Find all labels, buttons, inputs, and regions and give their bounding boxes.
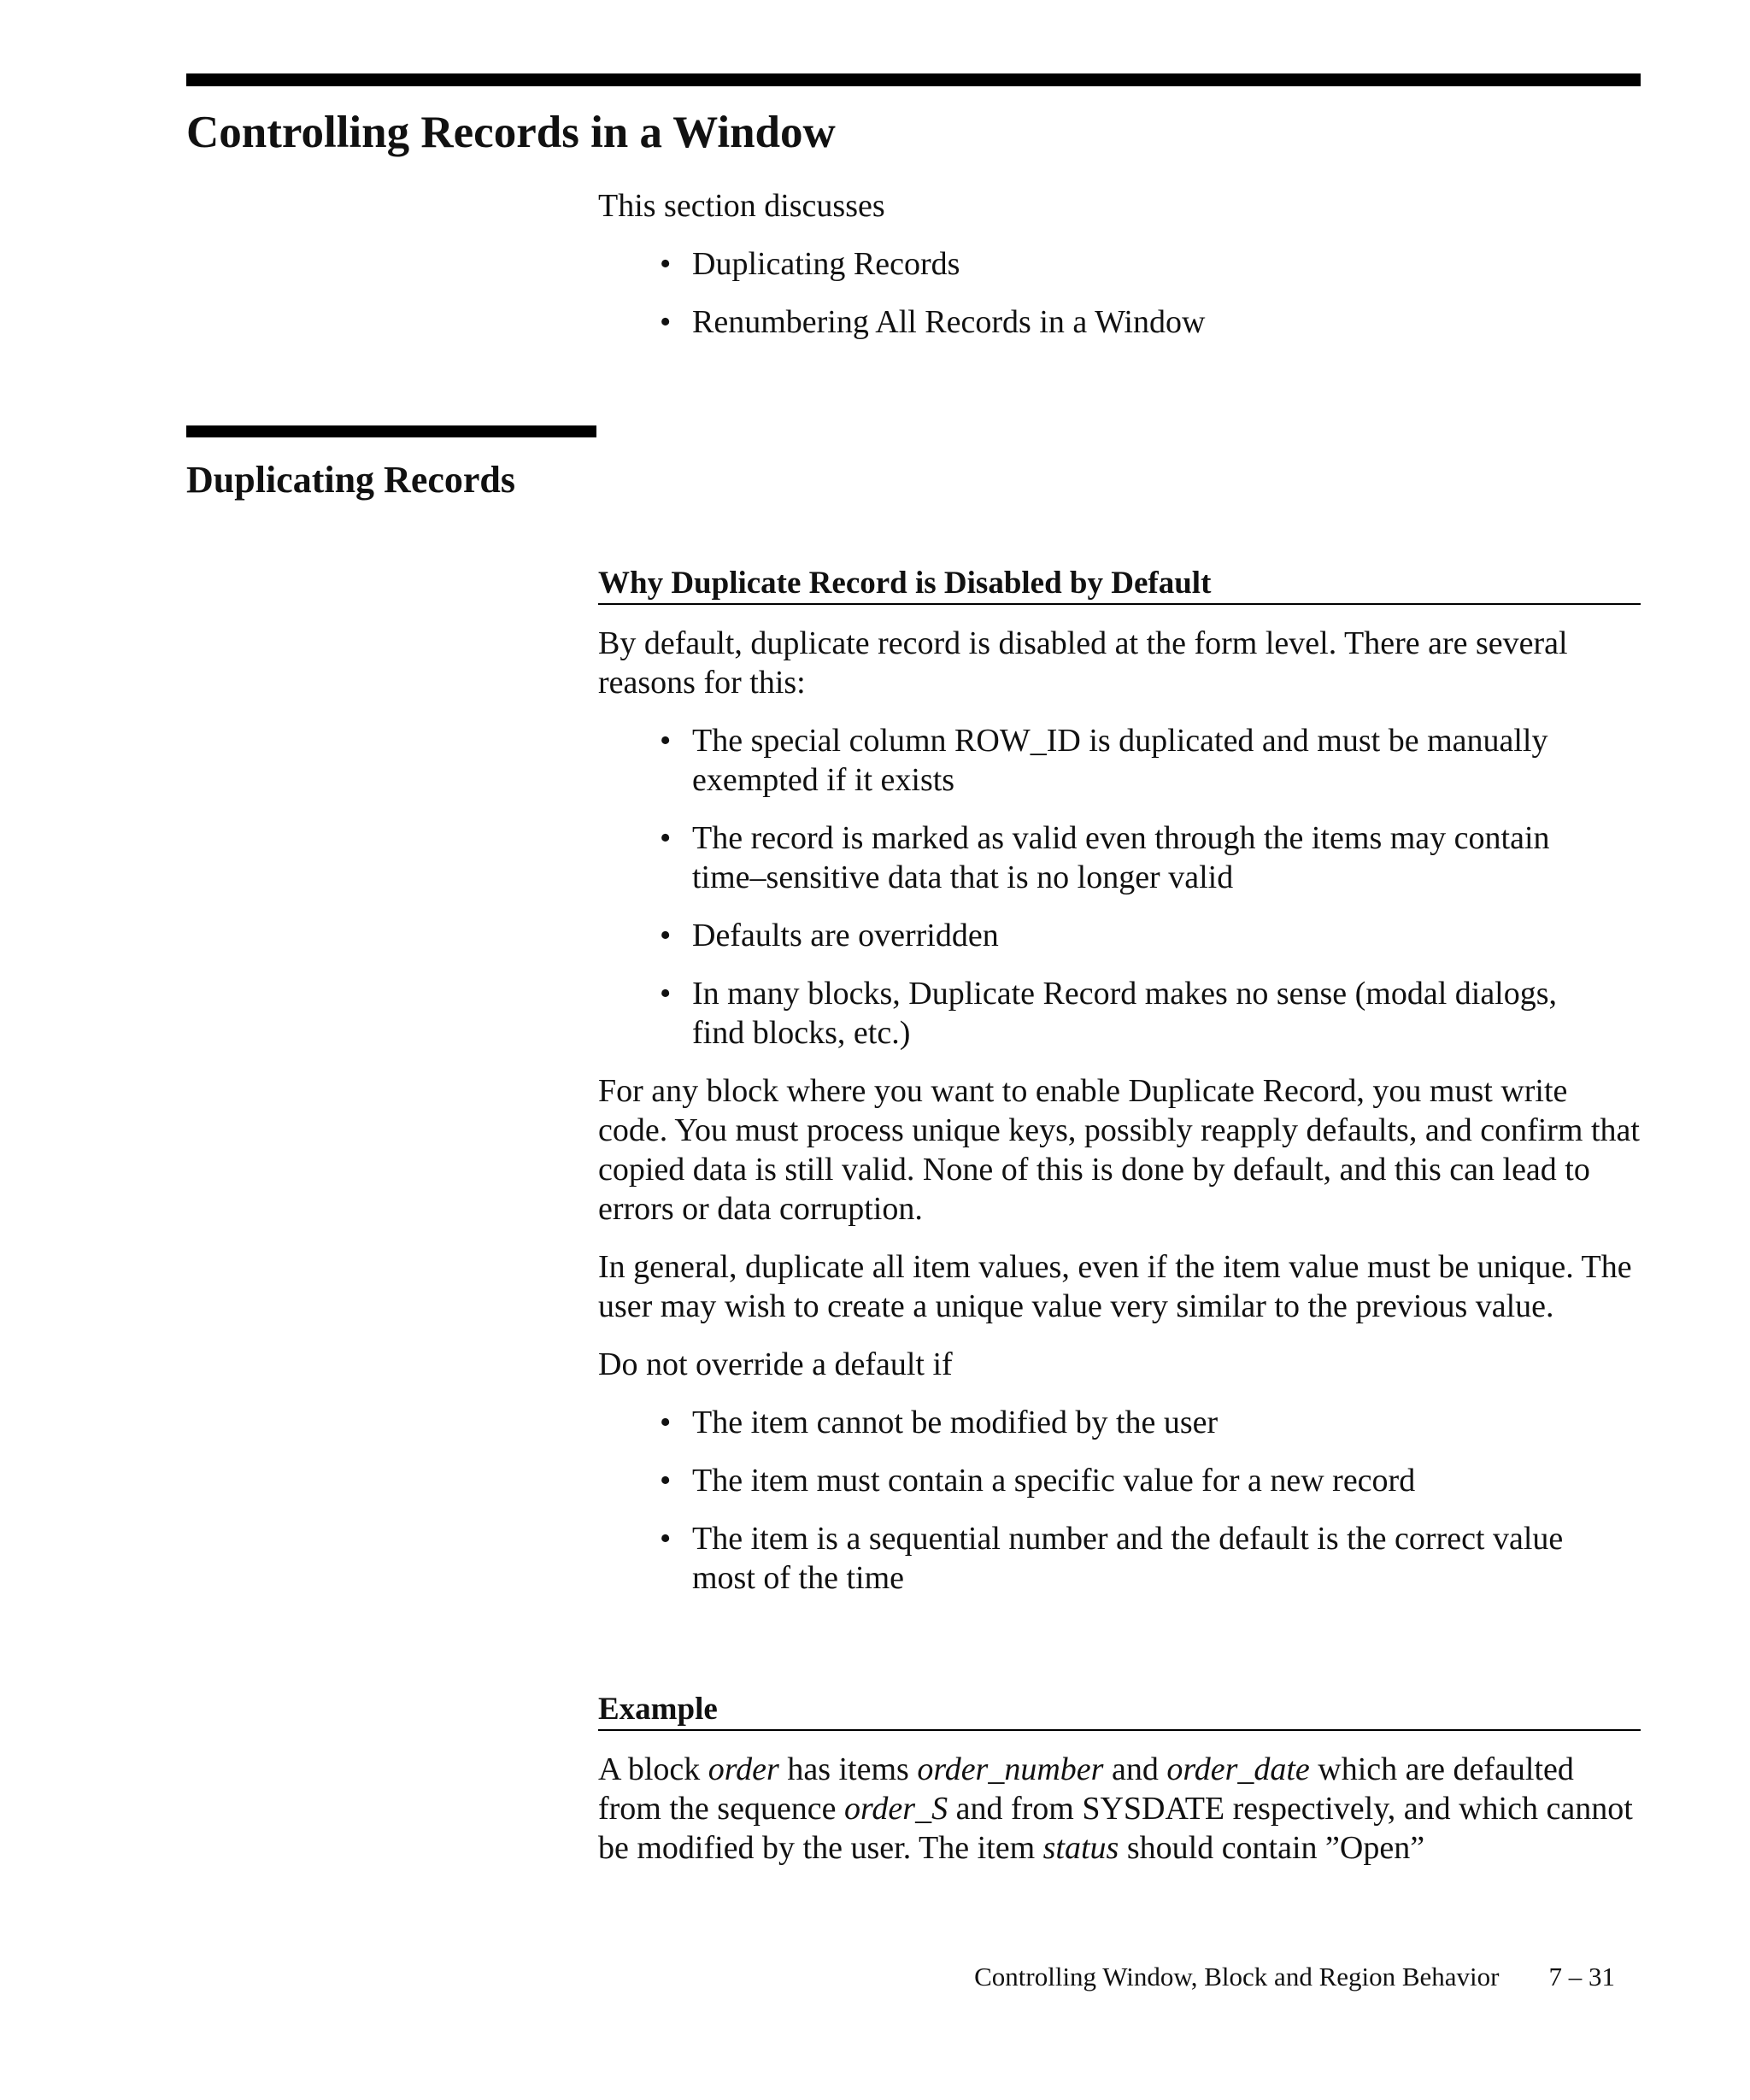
- list-item: [598, 916, 1641, 955]
- example-heading: Example: [598, 1690, 1641, 1731]
- bullet-icon: •: [660, 246, 672, 282]
- example-text: should contain ”Open”: [1119, 1830, 1425, 1866]
- condition-text: The item cannot be modified by the user: [692, 1405, 1219, 1440]
- section-title: Controlling Records in a Window: [186, 108, 836, 157]
- subsection-title: Duplicating Records: [186, 459, 515, 501]
- bullet-icon: •: [660, 976, 672, 1012]
- bullet-icon: •: [660, 1521, 672, 1557]
- bullet-icon: •: [660, 1463, 672, 1499]
- why-disabled-heading: Why Duplicate Record is Disabled by Default: [598, 564, 1641, 605]
- enable-duplicate-paragraph: For any block where you want to enable Duplicate Record, you must write code. You must process unique keys, possibly reapply defaults, and confirm that copied data is still valid. None of this is done by default, and this can lead to errors or data corruption.: [598, 1073, 1640, 1227]
- condition-text: The item must contain a specific value for a new record: [692, 1463, 1416, 1499]
- example-item-name: order_date: [1166, 1751, 1310, 1787]
- example-text: and: [1103, 1751, 1167, 1787]
- bullet-icon: •: [660, 723, 672, 759]
- reason-text: The special column ROW_ID is duplicated and must be manually exempted if it exists: [692, 723, 1548, 798]
- bullet-icon: •: [660, 820, 672, 856]
- example-text: A block: [598, 1751, 708, 1787]
- list-item: [598, 1519, 1641, 1598]
- example-item-name: order_number: [917, 1751, 1104, 1787]
- section-intro: This section discusses: [598, 188, 885, 224]
- list-item: [598, 244, 1641, 284]
- reason-text: Defaults are overridden: [692, 918, 999, 953]
- list-item: [598, 818, 1641, 897]
- list-item: [598, 974, 1641, 1053]
- page-number: 7 – 31: [1548, 1962, 1615, 1991]
- example-text: which are defaulted from the sequence: [598, 1751, 1574, 1827]
- example-text: has items: [778, 1751, 918, 1787]
- section-intro-block: [598, 186, 1641, 342]
- reason-text: In many blocks, Duplicate Record makes no sense (modal dialogs, find blocks, etc.): [692, 976, 1558, 1051]
- list-item: [598, 1461, 1641, 1500]
- bullet-icon: •: [660, 1405, 672, 1440]
- topic-duplicating-records: Duplicating Records: [692, 246, 960, 282]
- page-footer: [854, 1962, 1615, 1992]
- list-item: [598, 721, 1641, 800]
- condition-text: The item is a sequential number and the default is the correct value most of the time: [692, 1521, 1564, 1596]
- section-top-rule: [186, 73, 1641, 86]
- example-block-name: order: [708, 1751, 779, 1787]
- list-item: [598, 1403, 1641, 1442]
- example-block: [598, 1690, 1641, 1868]
- general-paragraph: In general, duplicate all item values, even if the item value must be unique. The user may wish to create a unique value very similar to the previous value.: [598, 1249, 1632, 1324]
- why-disabled-block: [598, 564, 1641, 1598]
- footer-chapter-title: Controlling Window, Block and Region Behavior: [974, 1962, 1500, 1991]
- example-paragraph: [598, 1750, 1641, 1868]
- list-item: [598, 302, 1641, 342]
- why-disabled-intro: By default, duplicate record is disabled at the form level. There are several reasons for this:: [598, 625, 1568, 701]
- bullet-icon: •: [660, 304, 672, 340]
- topic-renumbering-records: Renumbering All Records in a Window: [692, 304, 1206, 340]
- reasons-list: [598, 721, 1641, 1053]
- override-paragraph: Do not override a default if: [598, 1346, 953, 1382]
- section-topic-list: [598, 244, 1641, 342]
- example-sequence-name: order_S: [844, 1791, 948, 1827]
- bullet-icon: •: [660, 918, 672, 953]
- example-item-name: status: [1042, 1830, 1119, 1866]
- subsection-rule: [186, 425, 596, 437]
- example-text: and from SYSDATE respectively, and which cannot be modified by the user. The item: [598, 1791, 1633, 1866]
- reason-text: The record is marked as valid even through the items may contain time–sensitive data that is no longer valid: [692, 820, 1550, 895]
- override-conditions-list: [598, 1403, 1641, 1598]
